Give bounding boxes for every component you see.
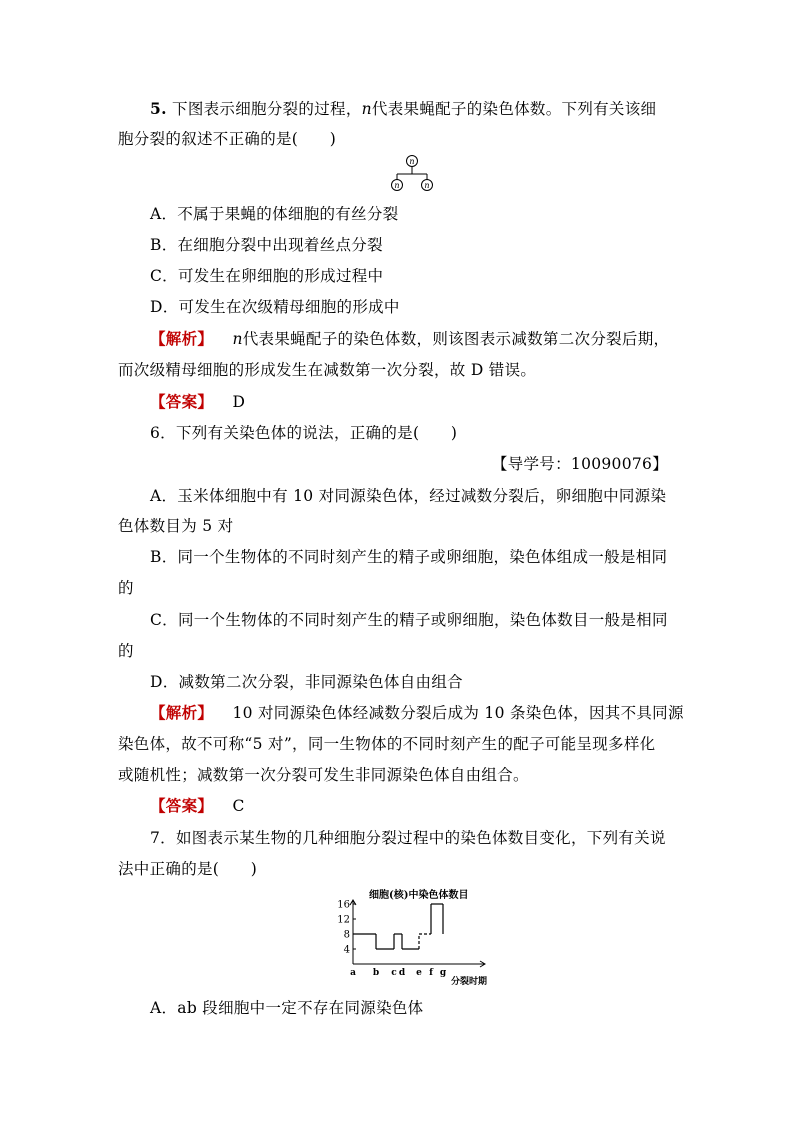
q6-option-d: D．减数第二次分裂，非同源染色体自由组合 xyxy=(150,673,463,691)
y-tick-label: 16 xyxy=(337,899,350,911)
x-tick-label: e xyxy=(416,968,422,978)
q5-stem-line1: 5. 下图表示细胞分裂的过程，n代表果蝇配子的染色体数。下列有关该细 xyxy=(150,99,657,118)
q5-option-b: B．在细胞分裂中出现着丝点分裂 xyxy=(150,236,383,254)
q6-answer-tag: 【答案】 xyxy=(150,796,214,815)
q6-analysis-line2: 染色体，故不可称“5 对”，同一生物体的不同时刻产生的配子可能呈现多样化 xyxy=(118,735,656,753)
y-tick-label: 8 xyxy=(343,929,350,941)
q7-stem-line1: 7．如图表示某生物的几种细胞分裂过程中的染色体数目变化，下列有关说 xyxy=(150,829,666,847)
diagram-top-label: n xyxy=(409,157,415,166)
x-tick-label: f xyxy=(429,968,433,978)
q5-division-diagram xyxy=(382,154,442,194)
q5-number: 5. xyxy=(150,99,167,118)
q6-option-c-line2: 的 xyxy=(118,642,134,660)
chart-title: 细胞(核)中染色体数目 xyxy=(369,890,469,901)
q6-analysis-line1: 【解析】 10 对同源染色体经减数分裂后成为 10 条染色体，因其不具同源 xyxy=(150,703,684,722)
diagram-left-label: n xyxy=(394,181,400,190)
q5-answer xyxy=(150,391,245,413)
q6-stem: 6．下列有关染色体的说法，正确的是( ) xyxy=(150,424,458,442)
q6-answer xyxy=(150,795,245,817)
q6-analysis-tag: 【解析】 xyxy=(150,703,214,722)
q5-option-d: D．可发生在次级精母细胞的形成中 xyxy=(150,298,400,316)
y-tick-label: 12 xyxy=(337,914,350,926)
q5-stem-line2: 胞分裂的叙述不正确的是( ) xyxy=(118,130,337,148)
q6-answer-value: C xyxy=(232,797,245,815)
q5-analysis-line2: 而次级精母细胞的形成发生在减数第一次分裂，故 D 错误。 xyxy=(118,361,537,379)
q7-stem-line2: 法中正确的是( ) xyxy=(118,860,258,878)
q7-option-a: A．ab 段细胞中一定不存在同源染色体 xyxy=(150,999,424,1017)
q6-guide-number: 【导学号：10090076】 xyxy=(491,455,668,473)
q6-option-c-line1: C．同一个生物体的不同时刻产生的精子或卵细胞，染色体数目一般是相同 xyxy=(150,611,668,629)
q6-option-b-line1: B．同一个生物体的不同时刻产生的精子或卵细胞，染色体组成一般是相同 xyxy=(150,548,668,566)
q5-answer-tag: 【答案】 xyxy=(150,392,214,411)
chromosome-count-chart xyxy=(333,886,493,986)
diagram-right-label: n xyxy=(424,181,430,190)
x-tick-label: c xyxy=(391,968,397,978)
q6-option-b-line2: 的 xyxy=(118,579,134,597)
q6-option-a-line1: A．玉米体细胞中有 10 对同源染色体，经过减数分裂后，卵细胞中同源染 xyxy=(150,487,667,505)
q5-answer-value: D xyxy=(232,393,246,411)
x-tick-label: d xyxy=(398,968,406,978)
q6-analysis-line3: 或随机性；减数第一次分裂可发生非同源染色体自由组合。 xyxy=(118,766,529,784)
q5-option-c: C．可发生在卵细胞的形成过程中 xyxy=(150,267,384,285)
q5-option-a: A．不属于果蝇的体细胞的有丝分裂 xyxy=(150,205,399,223)
q5-analysis-tag: 【解析】 xyxy=(150,329,214,348)
x-tick-label: b xyxy=(372,968,380,978)
x-tick-label: g xyxy=(439,968,447,978)
chart-xlabel: 分裂时期 xyxy=(451,977,488,986)
x-tick-label: a xyxy=(350,968,356,978)
q5-analysis-line1: 【解析】 n代表果蝇配子的染色体数，则该图表示减数第二次分裂后期， xyxy=(150,329,670,348)
y-tick-label: 4 xyxy=(343,944,350,956)
q6-option-a-line2: 色体数目为 5 对 xyxy=(118,517,234,535)
